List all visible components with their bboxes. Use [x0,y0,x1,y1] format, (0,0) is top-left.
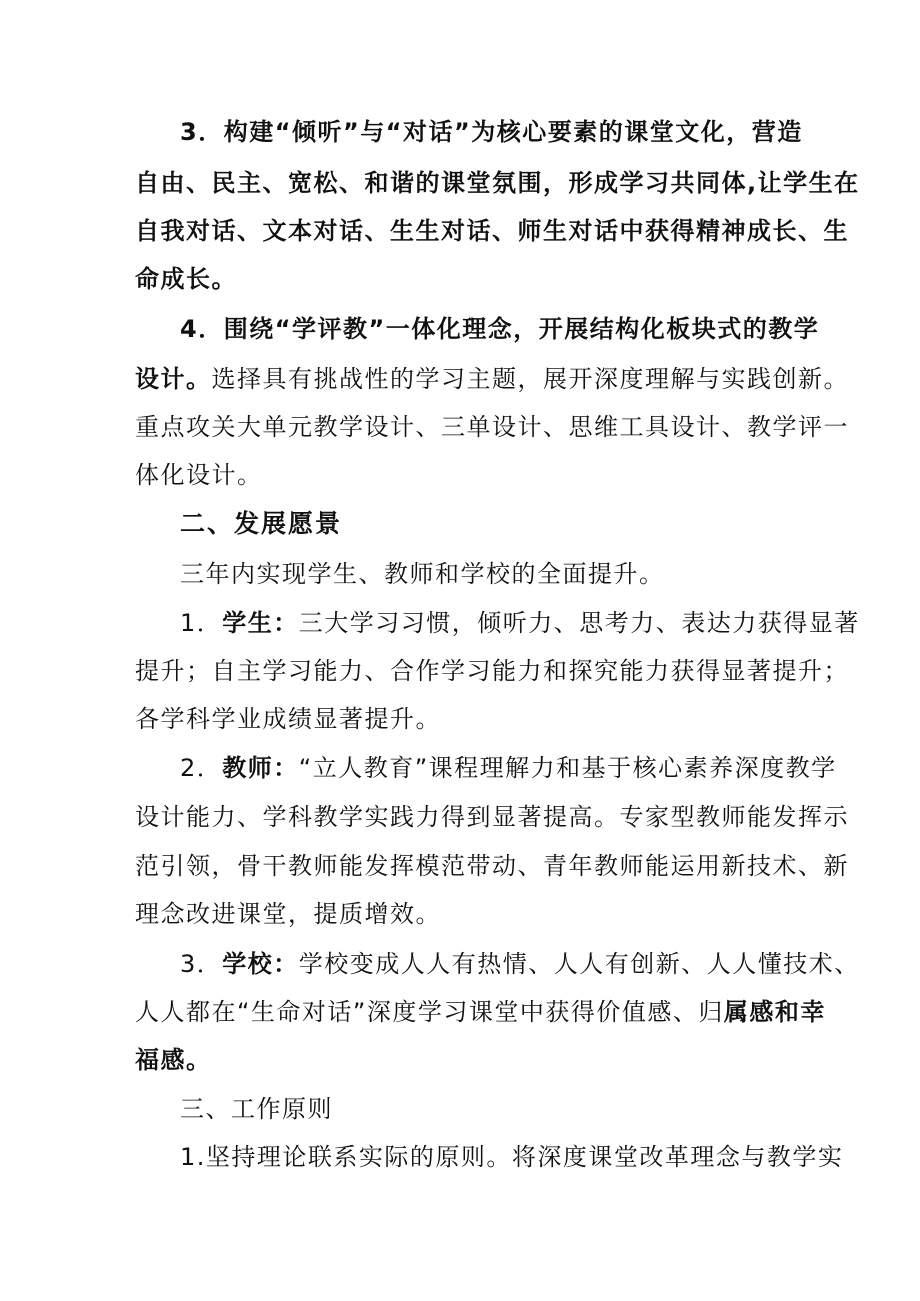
teachers-text: “立人教育”课程理解力和基于核心素养深度教学 [298,754,837,782]
item3-number: 3． [180,118,224,146]
school-line2-bold: 属感和幸 [723,998,826,1026]
teachers-line1 [180,753,837,783]
item4-line3: 重点攻关大单元教学设计、三单设计、思维工具设计、教学评一 [135,413,849,441]
item4-normal-text: 选择具有挑战性的学习主题，展开深度理解与实践创新。 [211,365,849,393]
item4-bold-text: 围绕“学评教”一体化理念，开展结构化板块式的教学 [223,315,820,343]
school-line3: 福感。 [135,1046,212,1074]
item4-line4: 体化设计。 [135,461,263,489]
students-label: 学生： [222,609,299,637]
teachers-number: 2． [180,754,223,782]
students-line1 [180,608,860,638]
school-line2 [135,997,826,1027]
principle-1: 1.坚持理论联系实际的原则。将深度课堂改革理念与教学实 [180,1143,844,1171]
item3-line3: 自我对话、文本对话、生生对话、师生对话中获得精神成长、生 [135,217,849,245]
item4-line2 [135,364,849,394]
school-line2-normal: 人人都在“生命对话”深度学习课堂中获得价值感、归 [135,998,724,1026]
teachers-line4: 理念改进课堂，提质增效。 [135,900,441,928]
students-line3: 各学科学业成绩显著提升。 [135,705,441,733]
item3-line1 [180,117,803,147]
section3-heading: 三、工作原则 [180,1095,333,1123]
item4-number: 4． [180,315,224,343]
school-label: 学校： [222,950,299,978]
section2-heading: 二、发展愿景 [180,509,343,538]
school-number: 3． [180,950,223,978]
school-text: 学校变成人人有热情、人人有创新、人人懂技术、 [298,950,860,978]
teachers-line2: 设计能力、学科教学实践力得到显著提高。专家型教师能发挥示 [135,803,849,831]
school-line1 [180,949,860,979]
students-text: 三大学习习惯，倾听力、思考力、表达力获得显著 [298,609,860,637]
item4-bold-lead: 设计。 [135,365,212,393]
teachers-line3: 范引领，骨干教师能发挥模范带动、青年教师能运用新技术、新 [135,852,849,880]
item3-text: 构建“倾听”与“对话”为核心要素的课堂文化，营造 [223,118,803,146]
students-line2: 提升；自主学习能力、合作学习能力和探究能力获得显著提升； [135,657,849,685]
section2-intro: 三年内实现学生、教师和学校的全面提升。 [180,560,665,588]
teachers-label: 教师： [222,754,299,782]
item3-line2: 自由、民主、宽松、和谐的课堂氛围，形成学习共同体,让学生在 [135,169,860,197]
item3-line4: 命成长。 [135,265,237,293]
students-number: 1． [180,609,223,637]
item4-line1 [180,314,819,344]
